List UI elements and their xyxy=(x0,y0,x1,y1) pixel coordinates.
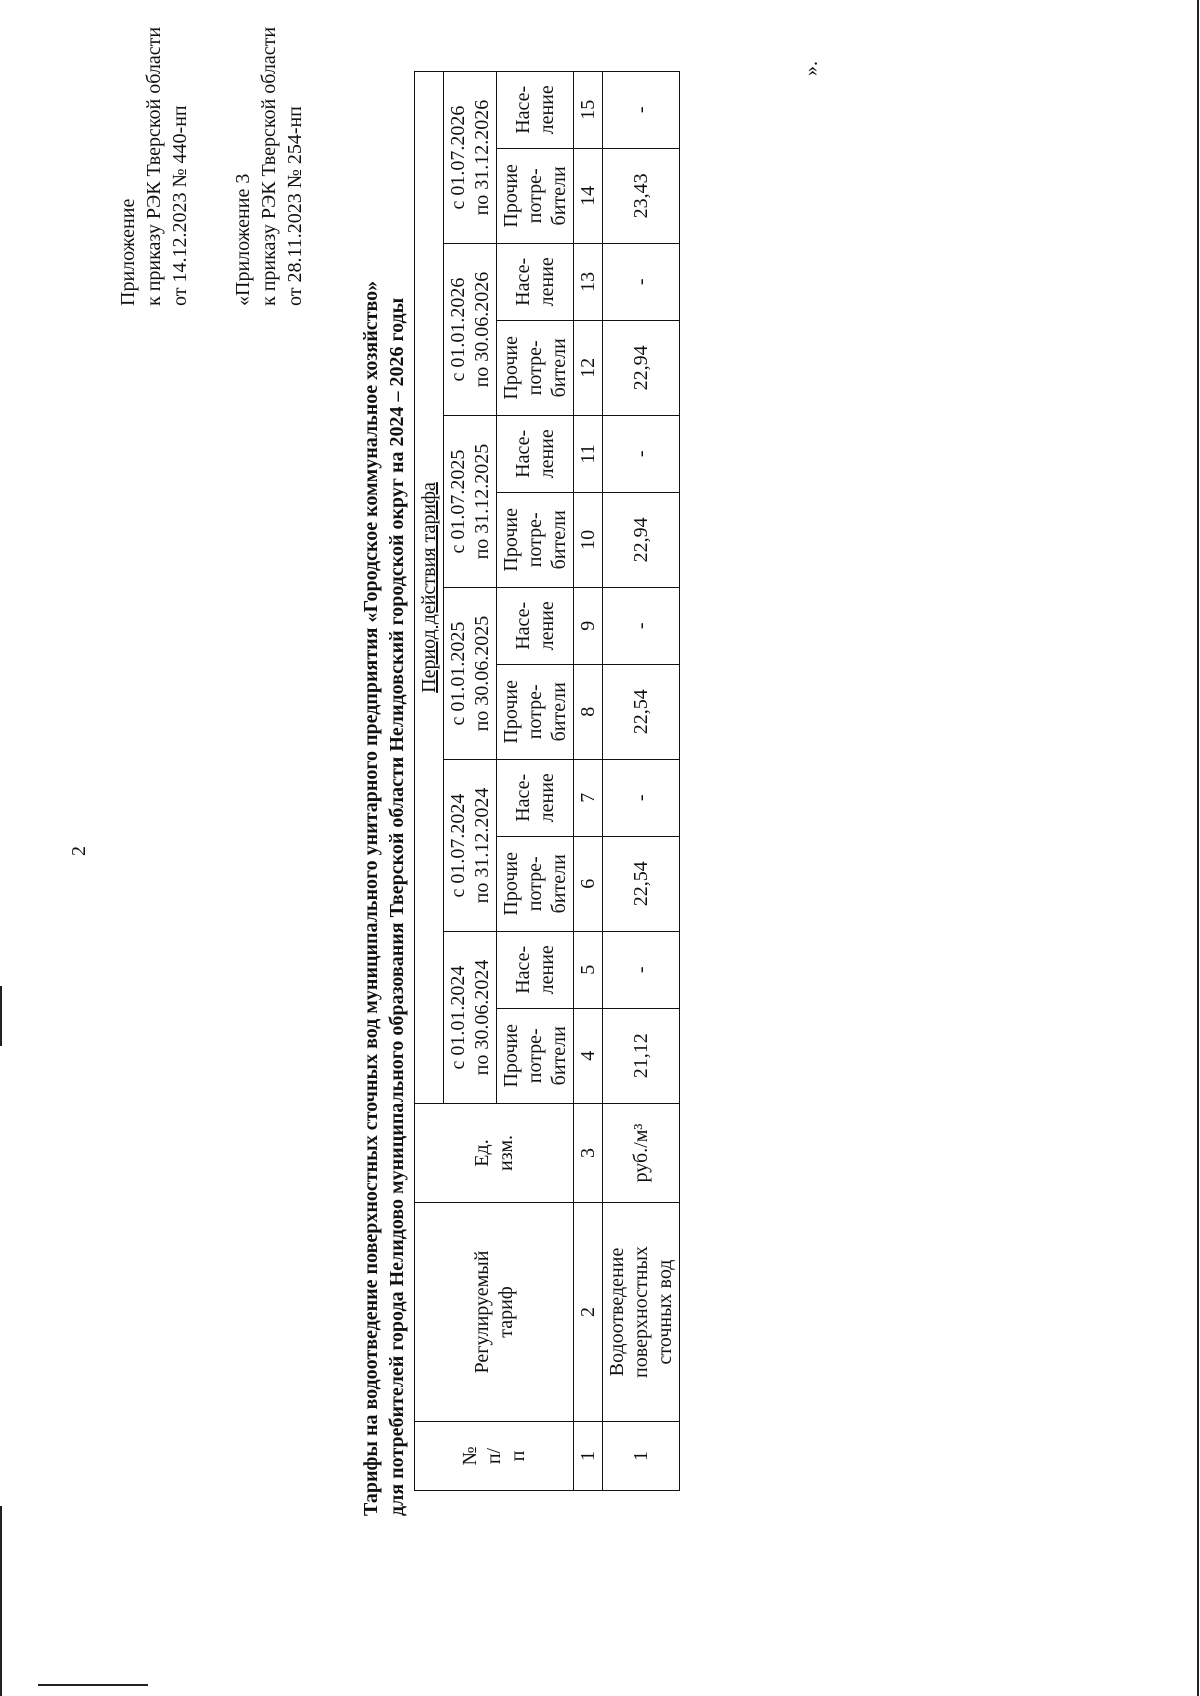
page-number: 2 xyxy=(68,846,90,856)
column-number: 7 xyxy=(574,760,603,837)
column-number: 14 xyxy=(574,148,603,243)
tariff-value: - xyxy=(603,932,680,1009)
appendix-line: «Приложение 3 xyxy=(232,173,254,306)
tariff-value: 22,94 xyxy=(603,320,680,415)
closing-quote: ». xyxy=(800,61,822,76)
column-number: 9 xyxy=(574,588,603,665)
scan-edge-line xyxy=(1197,0,1199,1696)
column-number: 1 xyxy=(574,1422,603,1491)
tariff-value: 22,94 xyxy=(603,492,680,587)
appendix-line: от 14.12.2023 № 440-нп xyxy=(169,105,191,306)
column-number: 6 xyxy=(574,836,603,931)
table-row xyxy=(603,72,680,1491)
period-2026-h1: с 01.01.2026 по 30.06.2026 xyxy=(444,244,497,416)
header-tariff: Регулируемый тариф xyxy=(415,1203,574,1422)
consumer-other-header: Прочие потре- бители xyxy=(497,1008,574,1103)
header-number: № п/ п xyxy=(415,1422,574,1491)
tariff-value: 22,54 xyxy=(603,664,680,759)
period-2024-h1: с 01.01.2024 по 30.06.2024 xyxy=(444,932,497,1104)
row-unit: руб./м³ xyxy=(603,1104,680,1203)
consumer-other-header: Прочие потре- бители xyxy=(497,148,574,243)
scan-edge-line xyxy=(0,1506,2,1696)
header-row-period xyxy=(415,72,444,1491)
header-unit: Ед. изм. xyxy=(415,1104,574,1203)
consumer-population-header: Насе- ление xyxy=(497,588,574,665)
column-number: 2 xyxy=(574,1203,603,1422)
tariff-value: 21,12 xyxy=(603,1008,680,1103)
period-2025-h2: с 01.07.2025 по 31.12.2025 xyxy=(444,416,497,588)
consumer-other-header: Прочие потре- бители xyxy=(497,664,574,759)
tariff-value: 23,43 xyxy=(603,148,680,243)
header-period: Период действия тарифа xyxy=(415,72,444,1104)
consumer-other-header: Прочие потре- бители xyxy=(497,836,574,931)
appendix-line: к приказу РЭК Тверской области xyxy=(258,26,280,306)
column-number-row xyxy=(574,72,603,1491)
tariff-value: - xyxy=(603,760,680,837)
period-2024-h2: с 01.07.2024 по 31.12.2024 xyxy=(444,760,497,932)
consumer-population-header: Насе- ление xyxy=(497,416,574,493)
column-number: 15 xyxy=(574,72,603,149)
column-number: 5 xyxy=(574,932,603,1009)
row-number: 1 xyxy=(603,1422,680,1491)
footer-rule xyxy=(38,1685,148,1687)
tariff-value: - xyxy=(603,416,680,493)
tariff-value: 22,54 xyxy=(603,836,680,931)
consumer-population-header: Насе- ление xyxy=(497,760,574,837)
column-number: 11 xyxy=(574,416,603,493)
period-2025-h1: с 01.01.2025 по 30.06.2025 xyxy=(444,588,497,760)
consumer-population-header: Насе- ление xyxy=(497,244,574,321)
column-number: 8 xyxy=(574,664,603,759)
consumer-population-header: Насе- ление xyxy=(497,932,574,1009)
consumer-other-header: Прочие потре- бители xyxy=(497,492,574,587)
column-number: 10 xyxy=(574,492,603,587)
appendix-current xyxy=(115,27,193,306)
column-number: 3 xyxy=(574,1104,603,1203)
period-2026-h2: с 01.07.2026 по 31.12.2026 xyxy=(444,72,497,244)
column-number: 4 xyxy=(574,1008,603,1103)
consumer-other-header: Прочие потре- бители xyxy=(497,320,574,415)
document-title xyxy=(358,126,410,1516)
title-line-2: для потребителей города Нелидово муниципального образования Тверской области Нелидовский городской округ на 2024 – 2026 годы xyxy=(386,297,408,1516)
column-number: 12 xyxy=(574,320,603,415)
tariff-value: - xyxy=(603,588,680,665)
row-tariff-name: Водоотведение поверхностных сточных вод xyxy=(603,1203,680,1422)
appendix-line: Приложение xyxy=(117,198,139,306)
title-line-1: Тарифы на водоотведение поверхностных сточных вод муниципального унитарного предприятия «Городское коммунальное хозяйство» xyxy=(360,280,382,1516)
tariff-table xyxy=(414,71,680,1491)
scan-edge-line xyxy=(0,986,2,1046)
appendix-line: от 28.11.2023 № 254-нп xyxy=(284,106,306,306)
appendix-line: к приказу РЭК Тверской области xyxy=(143,26,165,306)
column-number: 13 xyxy=(574,244,603,321)
appendix-original xyxy=(230,27,308,306)
consumer-population-header: Насе- ление xyxy=(497,72,574,149)
tariff-value: - xyxy=(603,72,680,149)
tariff-value: - xyxy=(603,244,680,321)
